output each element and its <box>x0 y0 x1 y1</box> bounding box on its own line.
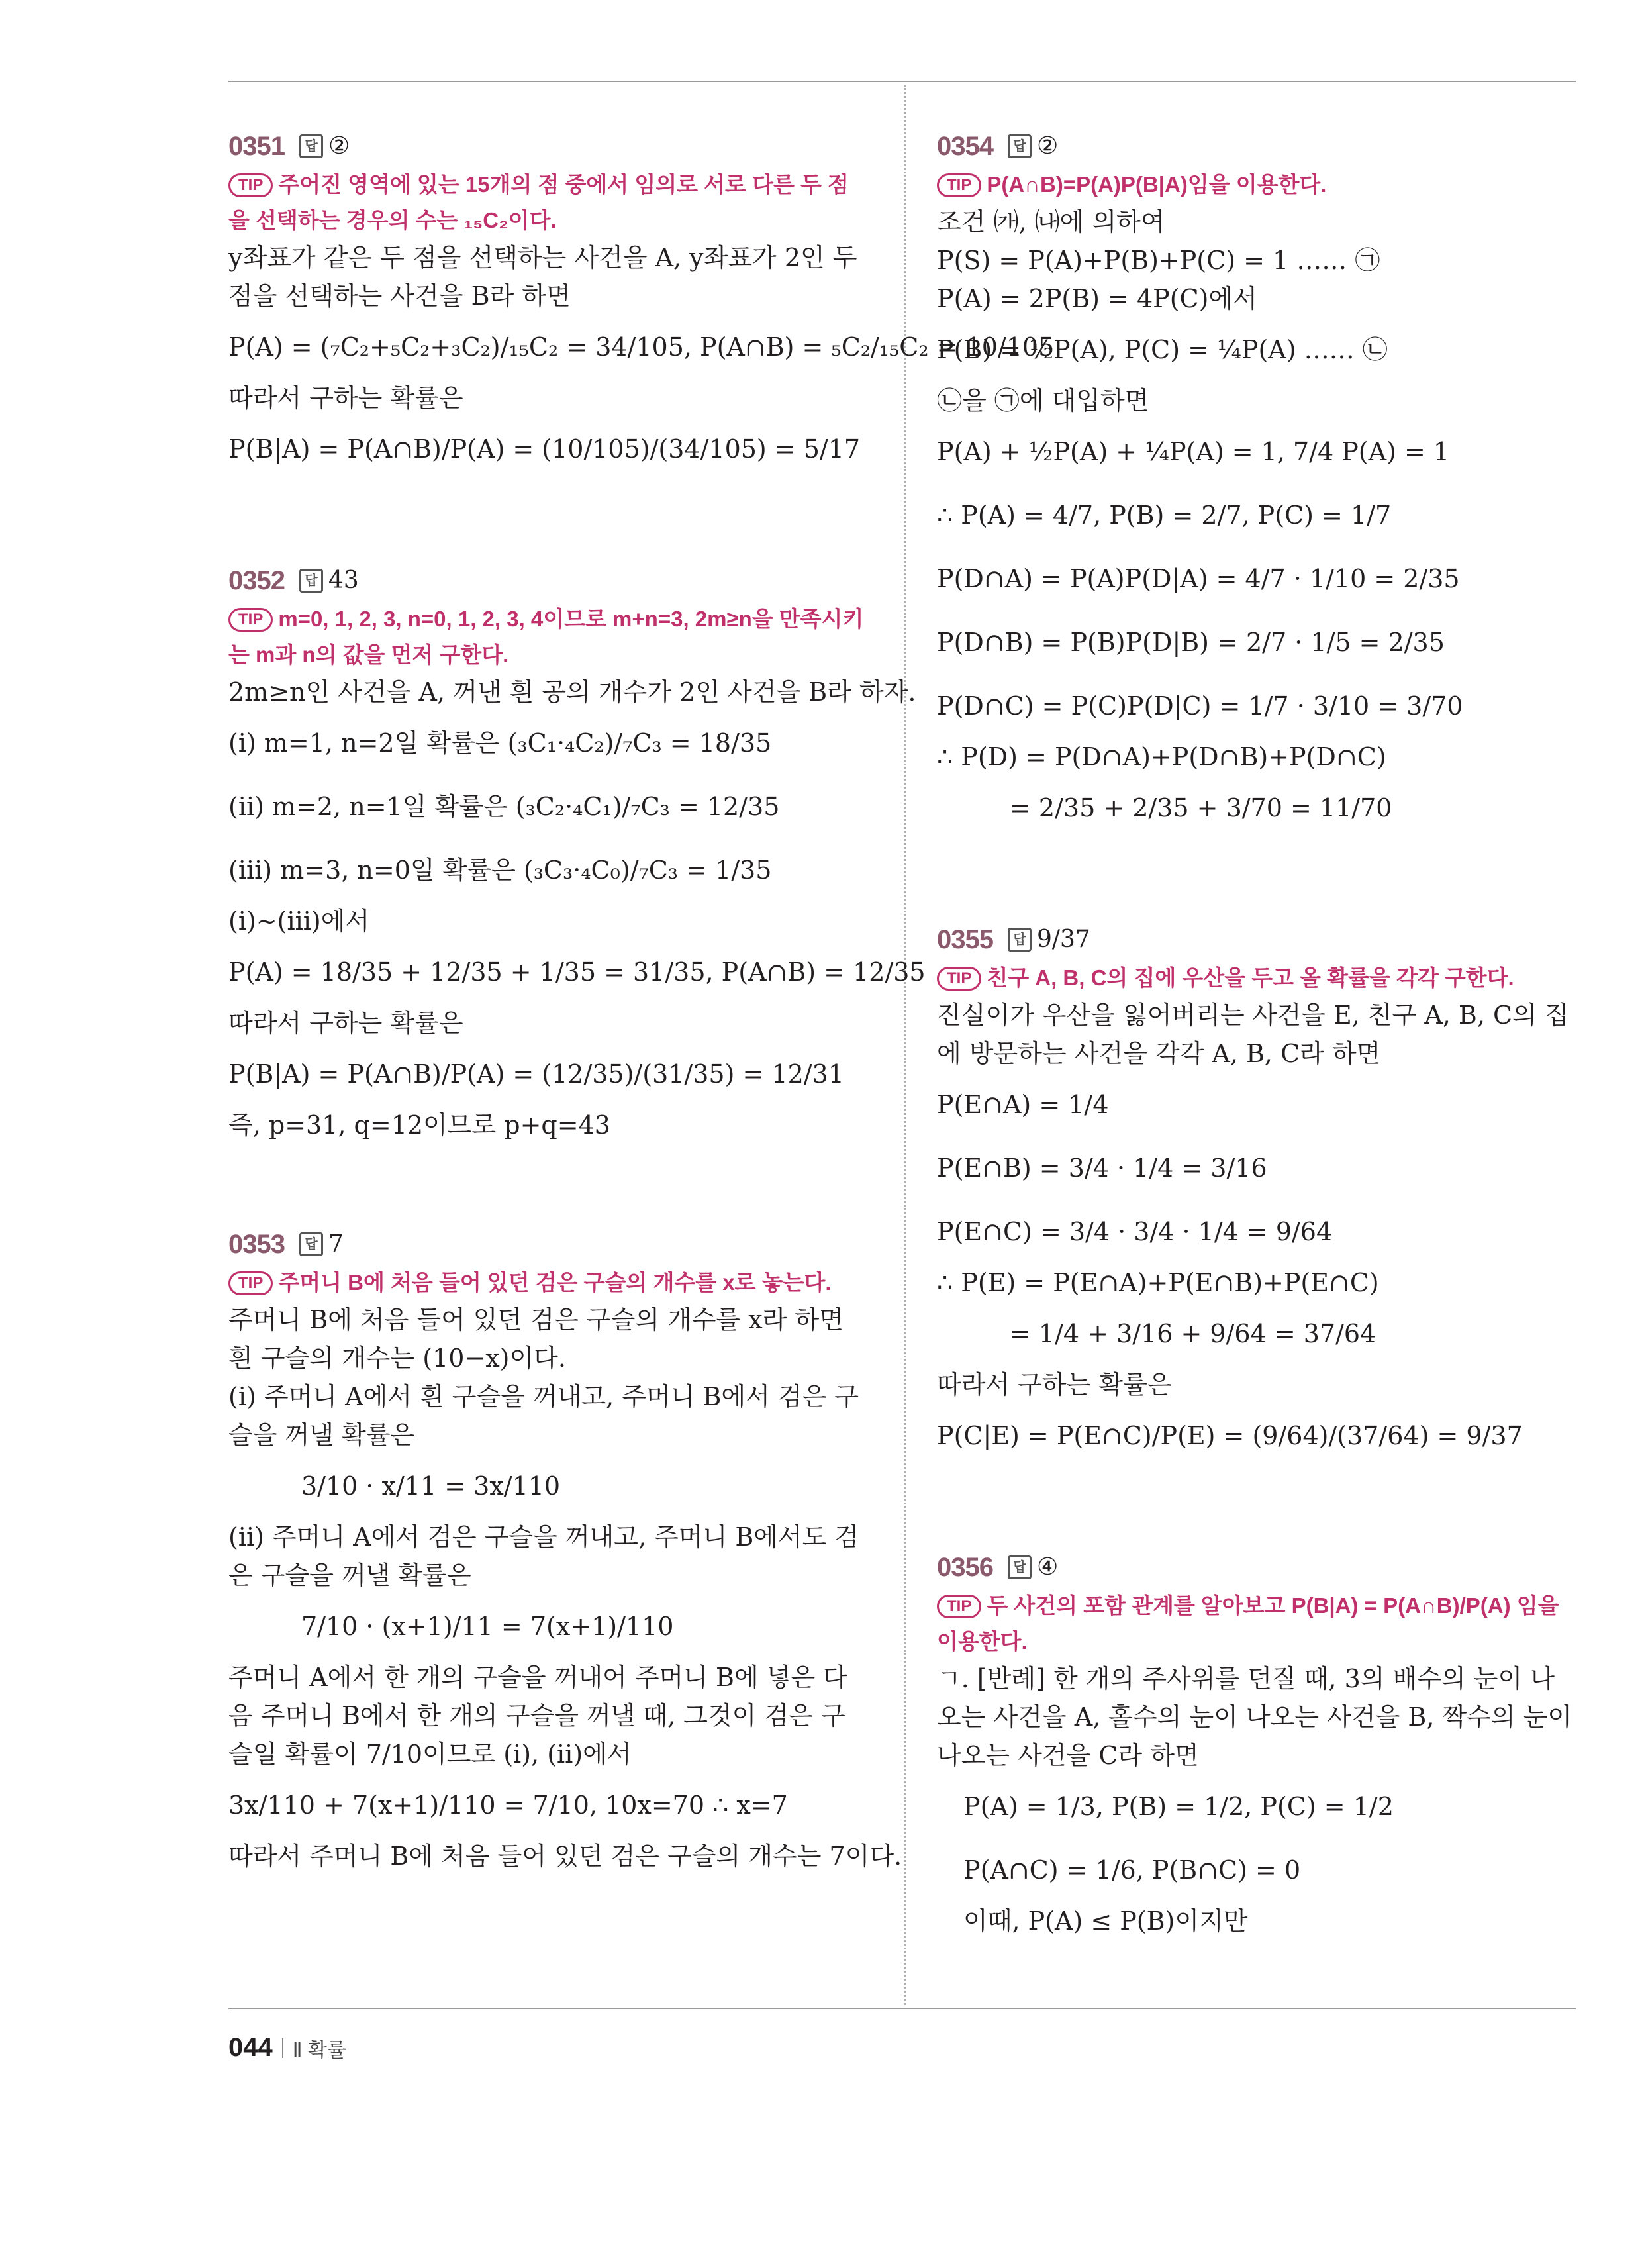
tip <box>937 1588 1572 1659</box>
solution-line: 따라서 구하는 확률은 <box>937 1370 1172 1399</box>
problem-0352 <box>228 560 926 1144</box>
tip-text: P(A∩B)=P(A)P(B|A)임을 이용한다. <box>987 172 1327 197</box>
tip <box>228 601 864 673</box>
solution-line: 주머니 A에서 한 개의 구슬을 꺼내어 주머니 B에 넣은 다음 주머니 B에서 한 개의 구슬을 꺼낼 때, 그것이 검은 구슬일 확률이 7/10이므로 (ⅰ), (ⅱ)에서 <box>228 1663 847 1769</box>
answer <box>1008 920 1090 959</box>
tip <box>937 167 1572 203</box>
answer-value: 43 <box>328 567 359 594</box>
solution-line: ∴ P(D) = P(D∩A)+P(D∩B)+P(D∩C) <box>937 742 1386 771</box>
tip-text: m=0, 1, 2, 3, n=0, 1, 2, 3, 4이므로 m+n=3, 2m≥n을 만족시키는 m과 n의 값을 먼저 구한다. <box>228 607 864 667</box>
solution-line: 따라서 주머니 B에 처음 들어 있던 검은 구슬의 개수는 7이다. <box>228 1842 902 1871</box>
solution-line: P(C|E) = P(E∩C)/P(E) = (9/64)/(37/64) = 9/37 <box>937 1421 1523 1450</box>
solution-line: (ⅰ) 주머니 A에서 흰 구슬을 꺼내고, 주머니 B에서 검은 구슬을 꺼낼 확률은 <box>228 1382 859 1450</box>
solution-line: P(A) + ½P(A) + ¼P(A) = 1, 7/4 P(A) = 1 <box>937 437 1450 466</box>
tip-text: 주머니 B에 처음 들어 있던 검은 구슬의 개수를 x로 놓는다. <box>278 1270 832 1295</box>
solution-line: 즉, p=31, q=12이므로 p+q=43 <box>228 1110 610 1140</box>
answer-icon: 답 <box>299 134 323 158</box>
solution-line: P(E∩B) = 3/4 · 1/4 = 3/16 <box>937 1154 1267 1183</box>
footer-separator <box>282 2038 283 2058</box>
solution-line: P(A) = (₇C₂+₅C₂+₃C₂)/₁₅C₂ = 34/105, P(A∩B) = ₅C₂/₁₅C₂ = 10/105 <box>228 332 1055 362</box>
solution-line: P(A) = 1/3, P(B) = 1/2, P(C) = 1/2 <box>963 1792 1394 1821</box>
answer-icon: 답 <box>1008 134 1032 158</box>
answer-value: ④ <box>1036 1553 1059 1581</box>
problem-0353 <box>228 1224 902 1875</box>
solution-line: y좌표가 같은 두 점을 선택하는 사건을 A, y좌표가 2인 두 점을 선택하는 사건을 B라 하면 <box>228 243 857 311</box>
solution-line: 따라서 구하는 확률은 <box>228 383 463 413</box>
solution-line: P(D∩A) = P(A)P(D|A) = 4/7 · 1/10 = 2/35 <box>937 564 1460 593</box>
right-column <box>937 126 1572 1940</box>
solution-line: P(A) = 2P(B) = 4P(C)에서 <box>937 284 1257 313</box>
solution-line: (ⅲ) m=3, n=0일 확률은 (₃C₃·₄C₀)/₇C₃ = 1/35 <box>228 856 772 885</box>
solution-line: (ⅱ) 주머니 A에서 검은 구슬을 꺼내고, 주머니 B에서도 검은 구슬을 꺼낼 확률은 <box>228 1522 859 1590</box>
problem-number: 0355 <box>937 925 993 954</box>
solution-line: 진실이가 우산을 잃어버리는 사건을 E, 친구 A, B, C의 집에 방문하는 사건을 각각 A, B, C라 하면 <box>937 1001 1569 1068</box>
bottom-rule <box>228 2008 1576 2009</box>
solution-line: P(E∩A) = 1/4 <box>937 1090 1109 1119</box>
solution-line: P(B) = ½P(A), P(C) = ¼P(A) …… ㉡ <box>937 335 1388 364</box>
top-rule <box>228 81 1576 82</box>
solution-line: P(S) = P(A)+P(B)+P(C) = 1 …… ㉠ <box>937 246 1380 275</box>
solution-line: P(B|A) = P(A∩B)/P(A) = (12/35)/(31/35) = 12/31 <box>228 1060 844 1089</box>
tip-badge: TIP <box>228 1271 273 1295</box>
problem-0356 <box>937 1547 1572 1940</box>
problem-number: 0353 <box>228 1230 285 1259</box>
tip <box>228 167 864 238</box>
solution-line: P(D∩B) = P(B)P(D|B) = 2/7 · 1/5 = 2/35 <box>937 628 1445 657</box>
solution-line: (ⅱ) m=2, n=1일 확률은 (₃C₂·₄C₁)/₇C₃ = 12/35 <box>228 792 780 821</box>
problem-number: 0352 <box>228 566 285 595</box>
solution-line: 주머니 B에 처음 들어 있던 검은 구슬의 개수를 x라 하면 흰 구슬의 개수는 (10−x)이다. <box>228 1305 844 1373</box>
solution-line: ∴ P(A) = 4/7, P(B) = 2/7, P(C) = 1/7 <box>937 501 1392 530</box>
tip-badge: TIP <box>937 967 981 991</box>
solution-line: 따라서 구하는 확률은 <box>228 1009 463 1038</box>
answer <box>299 562 359 600</box>
tip-badge: TIP <box>937 1595 981 1618</box>
page-number: 044 <box>228 2033 273 2062</box>
solution-line: 이때, P(A) ≤ P(B)이지만 <box>963 1906 1248 1936</box>
answer-value: ② <box>1036 132 1059 160</box>
solution-line: (ⅰ)~(ⅲ)에서 <box>228 907 370 936</box>
answer <box>299 1225 344 1263</box>
solution-line: ∴ P(E) = P(E∩A)+P(E∩B)+P(E∩C) <box>937 1268 1379 1297</box>
answer <box>299 127 350 166</box>
solution-line: (ⅰ) m=1, n=2일 확률은 (₃C₁·₄C₂)/₇C₃ = 18/35 <box>228 728 772 758</box>
solution-line: P(B|A) = P(A∩B)/P(A) = (10/105)/(34/105) = 5/17 <box>228 434 861 464</box>
answer-icon: 답 <box>299 1232 323 1256</box>
problem-number: 0356 <box>937 1553 993 1582</box>
solution-line: 7/10 · (x+1)/11 = 7(x+1)/110 <box>301 1612 674 1641</box>
solution-line: ㄱ. [반례] 한 개의 주사위를 던질 때, 3의 배수의 눈이 나오는 사건을 A, 홀수의 눈이 나오는 사건을 B, 짝수의 눈이 나오는 사건을 C라 하면 <box>937 1664 1572 1770</box>
solution-line: = 2/35 + 2/35 + 3/70 = 11/70 <box>1010 793 1392 822</box>
answer <box>1008 1548 1058 1587</box>
tip-text: 두 사건의 포함 관계를 알아보고 P(B|A) = P(A∩B)/P(A) 임을 이용한다. <box>937 1593 1559 1653</box>
answer-value: 7 <box>328 1230 344 1257</box>
answer <box>1008 127 1058 166</box>
chapter-title: Ⅱ 확률 <box>292 2039 346 2061</box>
solution-line: 3/10 · x/11 = 3x/110 <box>301 1471 561 1501</box>
solution-line: P(A) = 18/35 + 12/35 + 1/35 = 31/35, P(A∩B) = 12/35 <box>228 958 926 987</box>
answer-value: ② <box>328 132 350 160</box>
tip-text: 친구 A, B, C의 집에 우산을 두고 올 확률을 각각 구한다. <box>987 965 1514 990</box>
problem-number: 0351 <box>228 132 285 161</box>
tip-badge: TIP <box>228 608 273 632</box>
tip <box>937 960 1572 996</box>
answer-icon: 답 <box>1008 1555 1032 1579</box>
tip <box>228 1265 864 1301</box>
solution-line: ㉡을 ㉠에 대입하면 <box>937 386 1149 415</box>
problem-0354 <box>937 126 1572 840</box>
solution-line: 3x/110 + 7(x+1)/110 = 7/10, 10x=70 ∴ x=7 <box>228 1791 788 1820</box>
answer-value: 9/37 <box>1036 926 1090 953</box>
page-footer <box>228 2033 346 2063</box>
solution-line: P(E∩C) = 3/4 · 3/4 · 1/4 = 9/64 <box>937 1217 1333 1246</box>
solution-line: P(D∩C) = P(C)P(D|C) = 1/7 · 3/10 = 3/70 <box>937 691 1463 720</box>
problem-0355 <box>937 919 1572 1467</box>
solution-line: P(A∩C) = 1/6, P(B∩C) = 0 <box>963 1855 1301 1885</box>
answer-icon: 답 <box>299 569 323 593</box>
solution-line: = 1/4 + 3/16 + 9/64 = 37/64 <box>1010 1319 1376 1348</box>
tip-badge: TIP <box>228 173 273 197</box>
answer-icon: 답 <box>1008 928 1032 952</box>
column-divider <box>904 85 906 2005</box>
problem-number: 0354 <box>937 132 993 161</box>
tip-text: 주어진 영역에 있는 15개의 점 중에서 임의로 서로 다른 두 점을 선택하는 경우의 수는 ₁₅C₂이다. <box>228 172 849 232</box>
solution-line: 조건 ㈎, ㈏에 의하여 <box>937 207 1165 236</box>
solution-line: 2m≥n인 사건을 A, 꺼낸 흰 공의 개수가 2인 사건을 B라 하자. <box>228 677 916 707</box>
tip-badge: TIP <box>937 173 981 197</box>
